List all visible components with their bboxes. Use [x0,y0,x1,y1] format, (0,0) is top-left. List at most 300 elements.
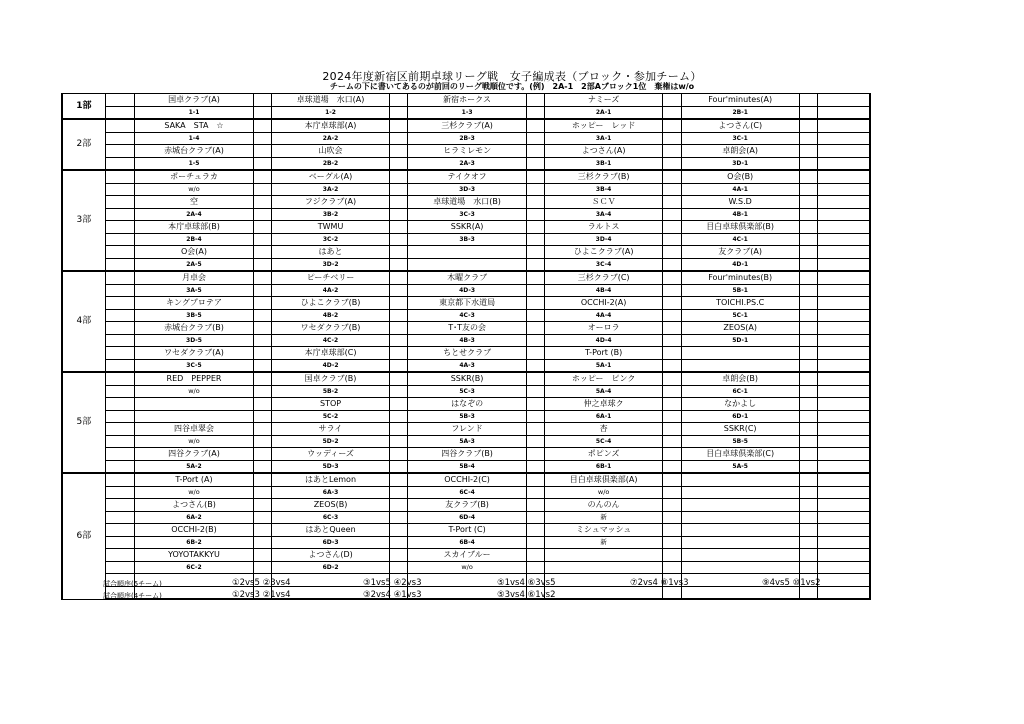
score-cell [526,359,544,372]
team-name: T-Port (A) [135,473,253,486]
score-cell [390,271,408,284]
spacer-cell [105,233,135,246]
previous-rank: 1-4 [135,132,253,145]
spacer-cell [105,309,135,322]
score-cell [663,208,681,221]
team-name: テイクオフ [408,170,526,183]
rank-row [62,536,870,549]
spacer-cell [105,221,135,234]
team-name: T-Port (C) [408,524,526,537]
team-row [62,549,870,562]
score-cell [799,524,817,537]
spacer-cell [105,549,135,562]
remark-cell [818,334,870,347]
rank-row [62,410,870,423]
team-row [62,246,870,259]
previous-rank: 4A-1 [681,183,799,196]
score-cell [663,423,681,436]
previous-rank: 3B-4 [544,183,662,196]
previous-rank: 3C-5 [135,359,253,372]
team-name: 三杉クラブ(B) [544,170,662,183]
previous-rank [681,561,799,574]
spacer-cell [105,524,135,537]
team-name: 卓朗会(A) [681,145,799,158]
score-cell [253,258,271,271]
remark-cell [818,170,870,183]
previous-rank: 2B-3 [408,132,526,145]
score-cell [390,549,408,562]
score-cell [390,233,408,246]
spacer-cell [105,258,135,271]
score-cell [390,398,408,411]
score-cell [253,561,271,574]
score-cell [526,435,544,448]
score-cell [390,561,408,574]
score-cell [253,347,271,360]
previous-rank: 6C-2 [135,561,253,574]
remark-cell [818,536,870,549]
team-name: 目白卓球倶楽部(C) [681,448,799,461]
previous-rank: 5C-4 [544,435,662,448]
previous-rank: 5C-3 [408,385,526,398]
team-name [681,549,799,562]
score-cell [526,94,544,107]
score-cell [799,385,817,398]
previous-rank: 5A-2 [135,460,253,473]
score-cell [253,511,271,524]
score-cell [526,448,544,461]
spacer-cell [105,145,135,158]
previous-rank: 5B-1 [681,284,799,297]
team-name: T･T友の会 [408,322,526,335]
score-cell [390,170,408,183]
remark-cell [818,398,870,411]
score-cell [253,435,271,448]
previous-rank: 3A-5 [135,284,253,297]
page-title: 2024年度新宿区前期卓球リーグ戦 女子編成表（ブロック・参加チーム） [322,70,702,83]
score-cell [526,423,544,436]
spacer-cell [105,196,135,209]
score-cell [253,284,271,297]
score-cell [253,170,271,183]
remark-cell [818,145,870,158]
spacer-cell [105,561,135,574]
previous-rank: 3D-2 [271,258,389,271]
rank-row [62,183,870,196]
previous-rank: 6D-4 [408,511,526,524]
score-cell [663,271,681,284]
previous-rank: 6A-3 [271,486,389,499]
score-cell [253,183,271,196]
team-name: ポーチュラカ [135,170,253,183]
spacer-cell [105,106,135,119]
score-cell [390,359,408,372]
remark-cell [818,246,870,259]
team-name: ZEOS(A) [681,322,799,335]
score-cell [799,448,817,461]
score-cell [799,549,817,562]
remark-cell [818,94,870,107]
score-cell [526,372,544,385]
score-cell [253,334,271,347]
team-name [681,524,799,537]
score-cell [663,94,681,107]
previous-rank: 3B-5 [135,309,253,322]
previous-rank: 6B-2 [135,536,253,549]
division-label: 5部 [62,372,105,473]
score-cell [390,322,408,335]
previous-rank: 3C-1 [681,132,799,145]
team-name [408,246,526,259]
score-cell [799,347,817,360]
match-order-five-2: ③1vs5 ④2vs3 [363,578,422,588]
team-name: サライ [271,423,389,436]
score-cell [663,322,681,335]
team-name [681,347,799,360]
score-cell [253,309,271,322]
previous-rank: 5D-2 [271,435,389,448]
score-cell [663,499,681,512]
match-order-four-3: ⑤3vs4 ⑥1vs2 [497,590,556,600]
previous-rank: 4A-2 [271,284,389,297]
team-name: ホッピー ピンク [544,372,662,385]
remark-cell [818,385,870,398]
previous-rank: 3B-1 [544,157,662,170]
score-cell [799,322,817,335]
previous-rank: 6B-4 [408,536,526,549]
team-name [681,499,799,512]
rank-row [62,334,870,347]
team-name: Four'minutes(A) [681,94,799,107]
score-cell [663,511,681,524]
remark-cell [818,284,870,297]
score-cell [526,246,544,259]
spacer-cell [105,94,135,107]
score-cell [253,106,271,119]
previous-rank: 5A-4 [544,385,662,398]
team-name: ベーグル(A) [271,170,389,183]
team-name: SAKA STA ☆ [135,119,253,132]
division-label: 1部 [62,94,105,120]
remark-cell [818,448,870,461]
previous-rank [681,486,799,499]
previous-rank: 2B-1 [681,106,799,119]
score-cell [663,561,681,574]
score-cell [799,297,817,310]
previous-rank [544,561,662,574]
score-cell [799,359,817,372]
match-order-four-label: 試合順序(4チーム) [103,592,162,600]
score-cell [253,145,271,158]
previous-rank [681,511,799,524]
score-cell [663,258,681,271]
score-cell [663,170,681,183]
score-cell [799,183,817,196]
rank-row [62,157,870,170]
team-name: 国卓クラブ(B) [271,372,389,385]
previous-rank: 4C-3 [408,309,526,322]
team-name: 目白卓球倶楽部(B) [681,221,799,234]
score-cell [253,423,271,436]
score-cell [390,460,408,473]
remark-cell [818,511,870,524]
spacer-cell [105,385,135,398]
team-name: ピーチベリー [271,271,389,284]
rank-row [62,208,870,221]
score-cell [390,106,408,119]
match-order-five-label: 試合順序(5チーム) [103,580,162,588]
score-cell [663,297,681,310]
score-cell [663,183,681,196]
score-cell [390,145,408,158]
team-name: ウッディーズ [271,448,389,461]
previous-rank: w/o [408,561,526,574]
previous-rank: 2A-3 [408,157,526,170]
spacer-cell [105,334,135,347]
rank-row [62,486,870,499]
team-row [62,170,870,183]
score-cell [799,145,817,158]
previous-rank: 6D-1 [681,410,799,423]
team-name: 仲之卓球ク [544,398,662,411]
score-cell [526,486,544,499]
team-name [135,398,253,411]
score-cell [663,435,681,448]
previous-rank: 5B-4 [408,460,526,473]
team-row [62,524,870,537]
score-cell [253,499,271,512]
score-cell [526,221,544,234]
score-cell [799,372,817,385]
team-name: 目白卓球倶楽部(A) [544,473,662,486]
score-cell [253,359,271,372]
remark-cell [818,297,870,310]
previous-rank: w/o [135,385,253,398]
score-cell [526,536,544,549]
previous-rank [681,359,799,372]
previous-rank: 4B-4 [544,284,662,297]
team-name: ワセダクラブ(B) [271,322,389,335]
team-name: YOYOTAKKYU [135,549,253,562]
rank-row [62,435,870,448]
score-cell [253,196,271,209]
team-row [62,297,870,310]
score-cell [253,94,271,107]
previous-rank: 6C-4 [408,486,526,499]
score-cell [799,561,817,574]
score-cell [526,549,544,562]
team-name: ポピンズ [544,448,662,461]
rank-row [62,106,870,119]
rank-row [62,385,870,398]
score-cell [526,297,544,310]
previous-rank: 3C-3 [408,208,526,221]
score-cell [799,271,817,284]
team-row [62,94,870,107]
division-label: 4部 [62,271,105,372]
score-cell [663,233,681,246]
remark-cell [818,460,870,473]
score-cell [390,284,408,297]
score-cell [526,157,544,170]
rank-row [62,258,870,271]
rank-row [62,132,870,145]
previous-rank: 1-5 [135,157,253,170]
score-cell [390,119,408,132]
score-cell [663,132,681,145]
score-cell [799,132,817,145]
remark-cell [818,208,870,221]
score-cell [390,410,408,423]
score-cell [253,398,271,411]
score-cell [390,347,408,360]
previous-rank: 1-1 [135,106,253,119]
spacer-cell [105,322,135,335]
previous-rank: 3D-1 [681,157,799,170]
score-cell [663,157,681,170]
team-name: ＳＣＶ [544,196,662,209]
score-cell [390,536,408,549]
score-cell [390,499,408,512]
spacer-cell [105,157,135,170]
score-cell [663,221,681,234]
previous-rank: 5B-5 [681,435,799,448]
remark-cell [818,473,870,486]
team-name: フジクラブ(A) [271,196,389,209]
previous-rank: w/o [135,486,253,499]
score-cell [526,106,544,119]
remark-cell [818,258,870,271]
team-name: 四谷クラブ(B) [408,448,526,461]
team-name: フレンド [408,423,526,436]
score-cell [390,309,408,322]
score-cell [253,119,271,132]
score-cell [390,372,408,385]
remark-cell [818,561,870,574]
previous-rank: 3B-2 [271,208,389,221]
spacer-cell [105,347,135,360]
team-name: TWMU [271,221,389,234]
score-cell [390,511,408,524]
previous-rank: 2B-4 [135,233,253,246]
previous-rank: 3D-3 [408,183,526,196]
team-row [62,372,870,385]
score-cell [253,473,271,486]
team-name: はなぞの [408,398,526,411]
division-label: 6部 [62,473,105,599]
team-name: OCCHI-2(A) [544,297,662,310]
score-cell [253,297,271,310]
team-name: 杏 [544,423,662,436]
score-cell [799,435,817,448]
score-cell [663,106,681,119]
previous-rank: 5D-3 [271,460,389,473]
remark-cell [818,486,870,499]
score-cell [663,398,681,411]
score-cell [663,473,681,486]
match-order-five-1: ①2vs5 ②3vs4 [232,578,291,588]
score-cell [799,486,817,499]
score-cell [799,499,817,512]
remark-cell [818,372,870,385]
remark-cell [818,183,870,196]
spacer-cell [105,372,135,385]
rank-row [62,561,870,574]
remark-cell [818,132,870,145]
score-cell [390,448,408,461]
previous-rank: 5A-1 [544,359,662,372]
previous-rank: 4D-1 [681,258,799,271]
division-label: 2部 [62,119,105,170]
previous-rank: w/o [544,486,662,499]
score-cell [526,347,544,360]
score-cell [390,208,408,221]
previous-rank: 2A-2 [271,132,389,145]
team-name: ラルトス [544,221,662,234]
score-cell [390,258,408,271]
score-cell [799,460,817,473]
previous-rank: 3D-4 [544,233,662,246]
score-cell [799,423,817,436]
previous-rank: 3A-1 [544,132,662,145]
spacer-cell [105,297,135,310]
team-name: OCCHI-2(B) [135,524,253,537]
match-order-five-3: ⑤1vs4 ⑥3vs5 [497,578,556,588]
team-name: SSKR(A) [408,221,526,234]
score-cell [390,334,408,347]
team-name: 三杉クラブ(C) [544,271,662,284]
previous-rank: 4D-2 [271,359,389,372]
score-cell [390,246,408,259]
previous-rank: 4B-3 [408,334,526,347]
team-name: ひよこクラブ(B) [271,297,389,310]
team-name: 本庁卓球部(B) [135,221,253,234]
remark-cell [818,119,870,132]
remark-cell [818,499,870,512]
team-name: 本庁卓球部(A) [271,119,389,132]
remark-cell [818,435,870,448]
spacer-cell [105,486,135,499]
remark-cell [818,410,870,423]
team-name: 新宿ホークス [408,94,526,107]
team-name: 卓球道場 水口(B) [408,196,526,209]
spacer-cell [105,132,135,145]
score-cell [663,524,681,537]
score-cell [663,448,681,461]
team-name: 本庁卓球部(C) [271,347,389,360]
spacer-cell [105,183,135,196]
spacer-cell [105,119,135,132]
score-cell [526,170,544,183]
team-name: O会(A) [135,246,253,259]
spacer-cell [105,536,135,549]
remark-cell [818,549,870,562]
team-name: ちとせクラブ [408,347,526,360]
previous-rank: 2A-1 [544,106,662,119]
previous-rank [135,410,253,423]
previous-rank: 5C-2 [271,410,389,423]
previous-rank: 2A-5 [135,258,253,271]
score-cell [663,460,681,473]
previous-rank: 5C-1 [681,309,799,322]
score-cell [663,549,681,562]
spacer-cell [105,284,135,297]
previous-rank: 1-3 [408,106,526,119]
previous-rank: 5A-5 [681,460,799,473]
team-row [62,322,870,335]
score-cell [390,385,408,398]
team-name: 卓球道場 水口(A) [271,94,389,107]
